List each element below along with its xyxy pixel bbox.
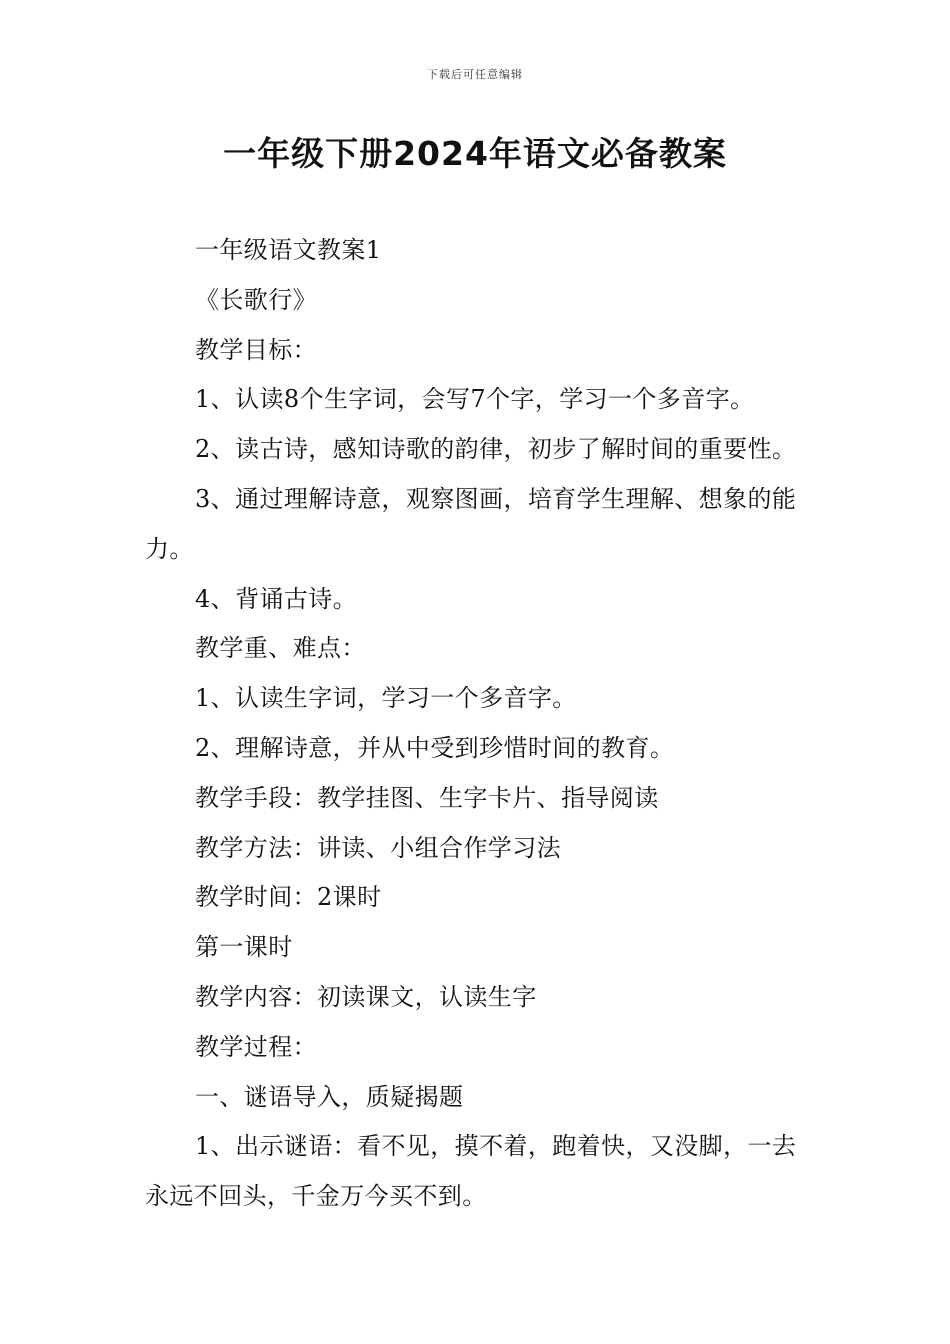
paragraph-teaching-content: 教学内容：初读课文，认读生字 (195, 982, 537, 1011)
paragraph-goal-2: 2、读古诗，感知诗歌的韵律，初步了解时间的重要性。 (195, 435, 797, 464)
document-body (145, 226, 807, 1222)
paragraph-key-point-1: 1、认读生字词，学习一个多音字。 (195, 684, 577, 713)
paragraph-key-points-heading: 教学重、难点： (195, 634, 366, 663)
paragraph-teaching-process: 教学过程： (195, 1032, 317, 1061)
paragraph-riddle: 1、出示谜语：看不见，摸不着，跑着快，又没脚，一去永远不回头，千金万今买不到。 (145, 1132, 797, 1211)
paragraph-teaching-means: 教学手段：教学挂图、生字卡片、指导阅读 (195, 783, 659, 812)
paragraph-goal-3: 3、通过理解诗意，观察图画，培育学生理解、想象的能力。 (145, 484, 797, 563)
paragraph-goals-heading: 教学目标： (195, 335, 317, 364)
paragraph-key-point-2: 2、理解诗意，并从中受到珍惜时间的教育。 (195, 733, 675, 762)
paragraph-goal-4: 4、背诵古诗。 (195, 584, 358, 613)
paragraph-teaching-methods: 教学方法：讲读、小组合作学习法 (195, 833, 561, 862)
paragraph-teaching-time: 教学时间：2课时 (195, 883, 382, 912)
paragraph-first-lesson: 第一课时 (195, 933, 293, 962)
header-note: 下载后可任意编辑 (427, 68, 523, 81)
paragraph-lesson-heading: 一年级语文教案1 (195, 236, 382, 264)
paragraph-section-1: 一、谜语导入，质疑揭题 (195, 1082, 464, 1111)
paragraph-goal-1: 1、认读8个生字词，会写7个字，学习一个多音字。 (195, 385, 755, 414)
document-title: 一年级下册2024年语文必备教案 (223, 134, 727, 173)
paragraph-poem-title: 《长歌行》 (195, 285, 317, 314)
